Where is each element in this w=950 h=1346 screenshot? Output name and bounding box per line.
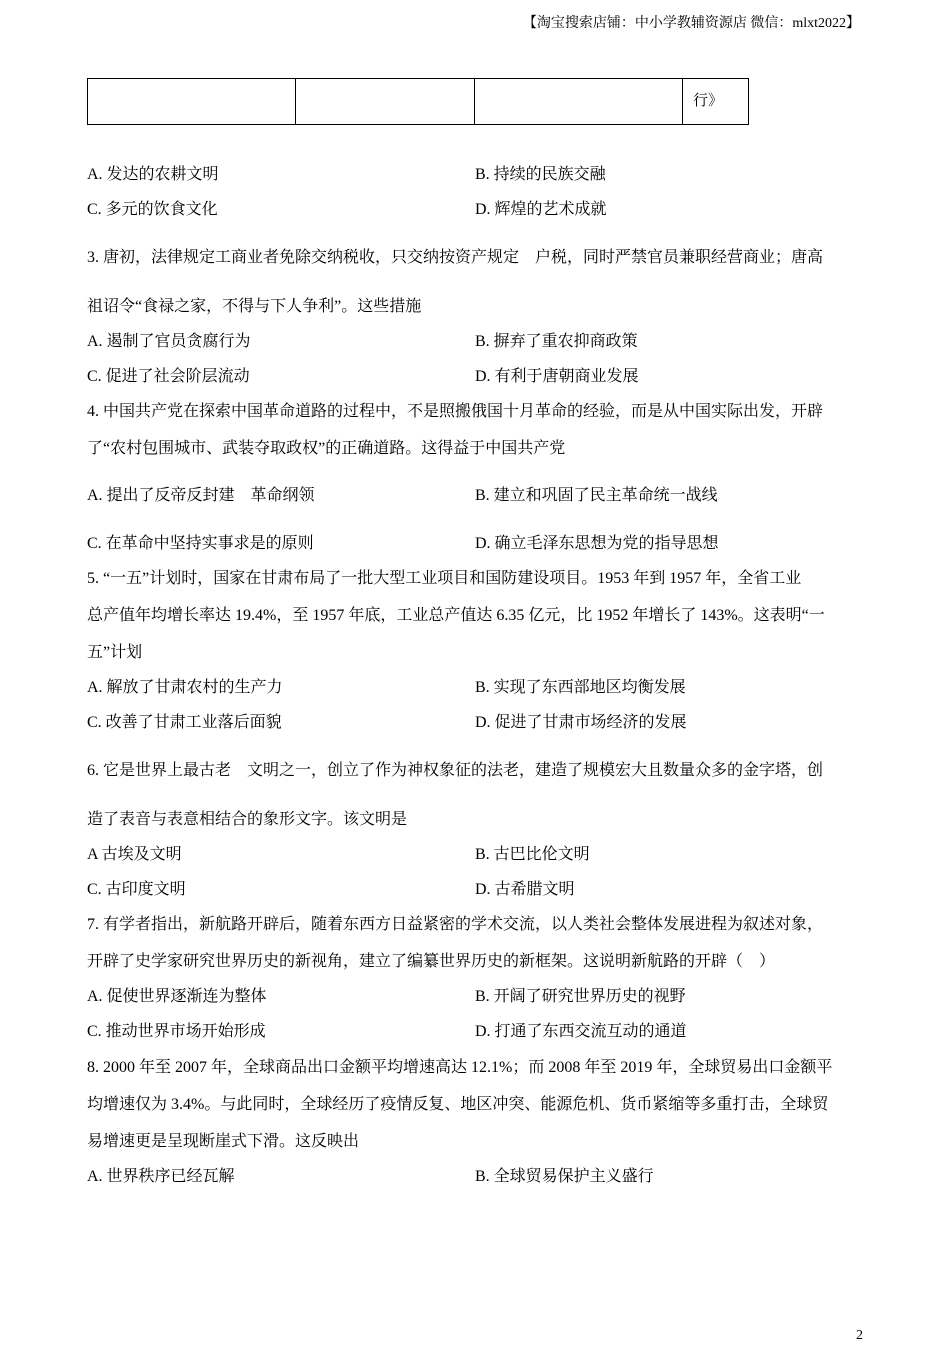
table-cell-text: 行》 [693, 93, 724, 109]
q4-stem-line2: 了“农村包围城市、武装夺取政权”的正确道路。这得益于中国共产党 [87, 440, 566, 457]
table-cell [296, 79, 475, 125]
q4-option-b: B. 建立和巩固了民主革命统一战线 [475, 487, 718, 504]
page-header: 【淘宝搜索店铺：中小学教辅资源店 微信：mlxt2022】 [522, 16, 860, 31]
table-fragment [87, 78, 749, 125]
q4-stem-line1: 4. 中国共产党在探索中国革命道路的过程中，不是照搬俄国十月革命的经验，而是从中国实际出发，开辟 [87, 403, 824, 420]
q5-option-d: D. 促进了甘肃市场经济的发展 [475, 714, 687, 731]
q7-option-d: D. 打通了东西交流互动的通道 [475, 1023, 687, 1040]
q5-stem-line3: 五”计划 [87, 644, 143, 661]
q5-option-a: A. 解放了甘肃农村的生产力 [87, 679, 283, 696]
q2-option-a: A. 发达的农耕文明 [87, 166, 219, 183]
q3-option-b: B. 摒弃了重农抑商政策 [475, 333, 638, 350]
q3-option-c: C. 促进了社会阶层流动 [87, 368, 250, 385]
q7-option-b: B. 开阔了研究世界历史的视野 [475, 988, 686, 1005]
q2-option-b: B. 持续的民族交融 [475, 166, 606, 183]
table-cell [683, 79, 749, 125]
q3-option-d: D. 有利于唐朝商业发展 [475, 368, 639, 385]
q4-option-d: D. 确立毛泽东思想为党的指导思想 [475, 535, 719, 552]
q8-option-a: A. 世界秩序已经瓦解 [87, 1168, 235, 1185]
q3-stem-line2: 祖诏令“食禄之家，不得与下人争利”。这些措施 [87, 298, 422, 315]
table-cell [475, 79, 683, 125]
q6-stem-line1: 6. 它是世界上最古老 文明之一，创立了作为神权象征的法老，建造了规模宏大且数量众多的金字塔，创 [87, 762, 824, 779]
q5-option-c: C. 改善了甘肃工业落后面貌 [87, 714, 282, 731]
q6-option-b: B. 古巴比伦文明 [475, 846, 590, 863]
q8-stem-line1: 8. 2000 年至 2007 年，全球商品出口金额平均增速高达 12.1%；而 2008 年至 2019 年，全球贸易出口金额平 [87, 1059, 833, 1076]
q5-stem-line2: 总产值年均增长率达 19.4%，至 1957 年底，工业总产值达 6.35 亿元，比 1952 年增长了 143%。这表明“一 [87, 607, 825, 624]
page-number: 2 [856, 1328, 863, 1343]
q6-stem-line2: 造了表音与表意相结合的象形文字。该文明是 [87, 811, 408, 828]
q6-option-d: D. 古希腊文明 [475, 881, 575, 898]
q7-stem-line1: 7. 有学者指出，新航路开辟后，随着东西方日益紧密的学术交流，以人类社会整体发展进程为叙述对象， [87, 916, 824, 933]
q8-option-b: B. 全球贸易保护主义盛行 [475, 1168, 654, 1185]
q6-option-c: C. 古印度文明 [87, 881, 186, 898]
q5-option-b: B. 实现了东西部地区均衡发展 [475, 679, 686, 696]
q3-option-a: A. 遏制了官员贪腐行为 [87, 333, 251, 350]
q2-option-d: D. 辉煌的艺术成就 [475, 201, 607, 218]
q4-option-c: C. 在革命中坚持实事求是的原则 [87, 535, 314, 552]
q4-option-a: A. 提出了反帝反封建 革命纲领 [87, 487, 315, 504]
q5-stem-line1: 5. “一五”计划时，国家在甘肃布局了一批大型工业项目和国防建设项目。1953 年到 1957 年，全省工业 [87, 570, 802, 587]
q7-option-a: A. 促使世界逐渐连为整体 [87, 988, 267, 1005]
q3-stem-line1: 3. 唐初，法律规定工商业者免除交纳税收，只交纳按资产规定 户税，同时严禁官员兼职经营商业；唐高 [87, 249, 824, 266]
q2-option-c: C. 多元的饮食文化 [87, 201, 218, 218]
q8-stem-line2: 均增速仅为 3.4%。与此同时，全球经历了疫情反复、地区冲突、能源危机、货币紧缩等多重打击，全球贸 [87, 1096, 829, 1113]
q8-stem-line3: 易增速更是呈现断崖式下滑。这反映出 [87, 1133, 360, 1150]
q6-option-a: A 古埃及文明 [87, 846, 182, 863]
q7-stem-line2: 开辟了史学家研究世界历史的新视角，建立了编纂世界历史的新框架。这说明新航路的开辟（ ） [87, 953, 776, 970]
table-cell [88, 79, 296, 125]
q7-option-c: C. 推动世界市场开始形成 [87, 1023, 266, 1040]
